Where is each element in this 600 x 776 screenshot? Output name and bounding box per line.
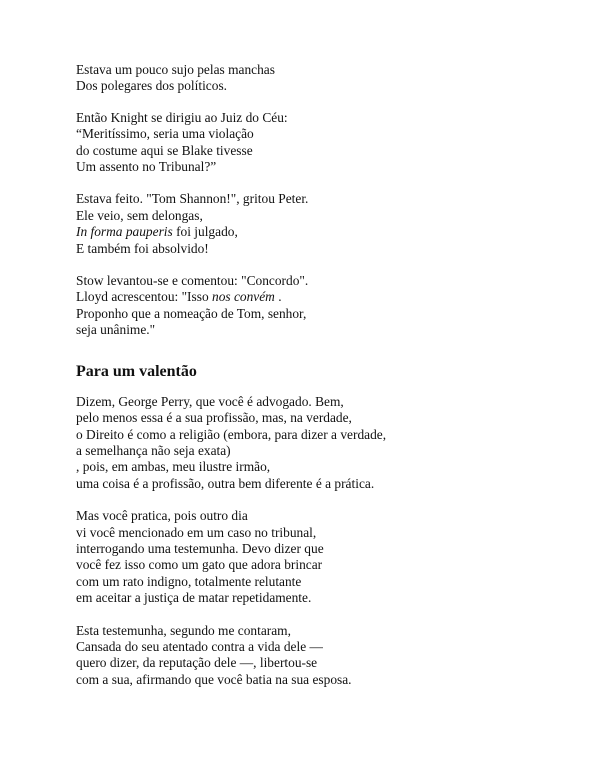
stanza-6 bbox=[76, 508, 576, 606]
verse-line bbox=[76, 289, 576, 305]
stanza-3 bbox=[76, 191, 576, 257]
verse-line: em aceitar a justiça de matar repetidamente. bbox=[76, 590, 312, 606]
verse-line: Estava feito. "Tom Shannon!", gritou Peter. bbox=[76, 191, 309, 207]
verse-line: vi você mencionado em um caso no tribunal, bbox=[76, 524, 317, 540]
stanza-4 bbox=[76, 273, 576, 339]
verse-text: . bbox=[274, 289, 282, 305]
verse-line: você fez isso como um gato que adora brincar bbox=[76, 557, 323, 573]
verse-line: a semelhança não seja exata) bbox=[76, 442, 231, 458]
verse-line: seja unânime." bbox=[76, 322, 156, 338]
verse-line: Proponho que a nomeação de Tom, senhor, bbox=[76, 305, 307, 321]
verse-line: uma coisa é a profissão, outra bem diferente é a prática. bbox=[76, 475, 375, 491]
italic-phrase: In forma pauperis bbox=[76, 224, 173, 240]
verse-line: Ele veio, sem delongas, bbox=[76, 207, 203, 223]
verse-line: quero dizer, da reputação dele —, libertou-se bbox=[76, 655, 318, 671]
verse-line: Um assento no Tribunal?” bbox=[76, 159, 217, 175]
verse-line bbox=[76, 224, 576, 240]
verse-line: Dizem, George Perry, que você é advogado. Bem, bbox=[76, 393, 344, 409]
verse-line: , pois, em ambas, meu ilustre irmão, bbox=[76, 459, 271, 475]
verse-line: Dos polegares dos políticos. bbox=[76, 78, 227, 94]
verse-line: Stow levantou-se e comentou: "Concordo". bbox=[76, 273, 309, 289]
stanza-5 bbox=[76, 394, 576, 492]
verse-line: Mas você pratica, pois outro dia bbox=[76, 508, 248, 524]
document-page bbox=[76, 62, 576, 704]
stanza-2 bbox=[76, 110, 576, 176]
italic-phrase: nos convém bbox=[212, 289, 275, 305]
verse-line: com um rato indigno, totalmente relutante bbox=[76, 573, 302, 589]
verse-line: interrogando uma testemunha. Devo dizer que bbox=[76, 540, 324, 556]
verse-line: “Meritíssimo, seria uma violação bbox=[76, 126, 254, 142]
stanza-7 bbox=[76, 623, 576, 689]
verse-line: E também foi absolvido! bbox=[76, 240, 209, 256]
verse-text: Lloyd acrescentou: "Isso bbox=[76, 289, 212, 305]
verse-line: pelo menos essa é a sua profissão, mas, na verdade, bbox=[76, 410, 352, 426]
verse-line: do costume aqui se Blake tivesse bbox=[76, 142, 253, 158]
stanza-1 bbox=[76, 62, 576, 95]
verse-line: Estava um pouco sujo pelas manchas bbox=[76, 62, 275, 77]
section-heading: Para um valentão bbox=[76, 362, 197, 380]
verse-text: foi julgado, bbox=[172, 224, 238, 240]
verse-line: o Direito é como a religião (embora, para dizer a verdade, bbox=[76, 426, 387, 442]
verse-line: Cansada do seu atentado contra a vida dele — bbox=[76, 638, 323, 654]
verse-line: Então Knight se dirigiu ao Juiz do Céu: bbox=[76, 109, 288, 125]
verse-line: Esta testemunha, segundo me contaram, bbox=[76, 622, 291, 638]
verse-line: com a sua, afirmando que você batia na sua esposa. bbox=[76, 671, 352, 687]
